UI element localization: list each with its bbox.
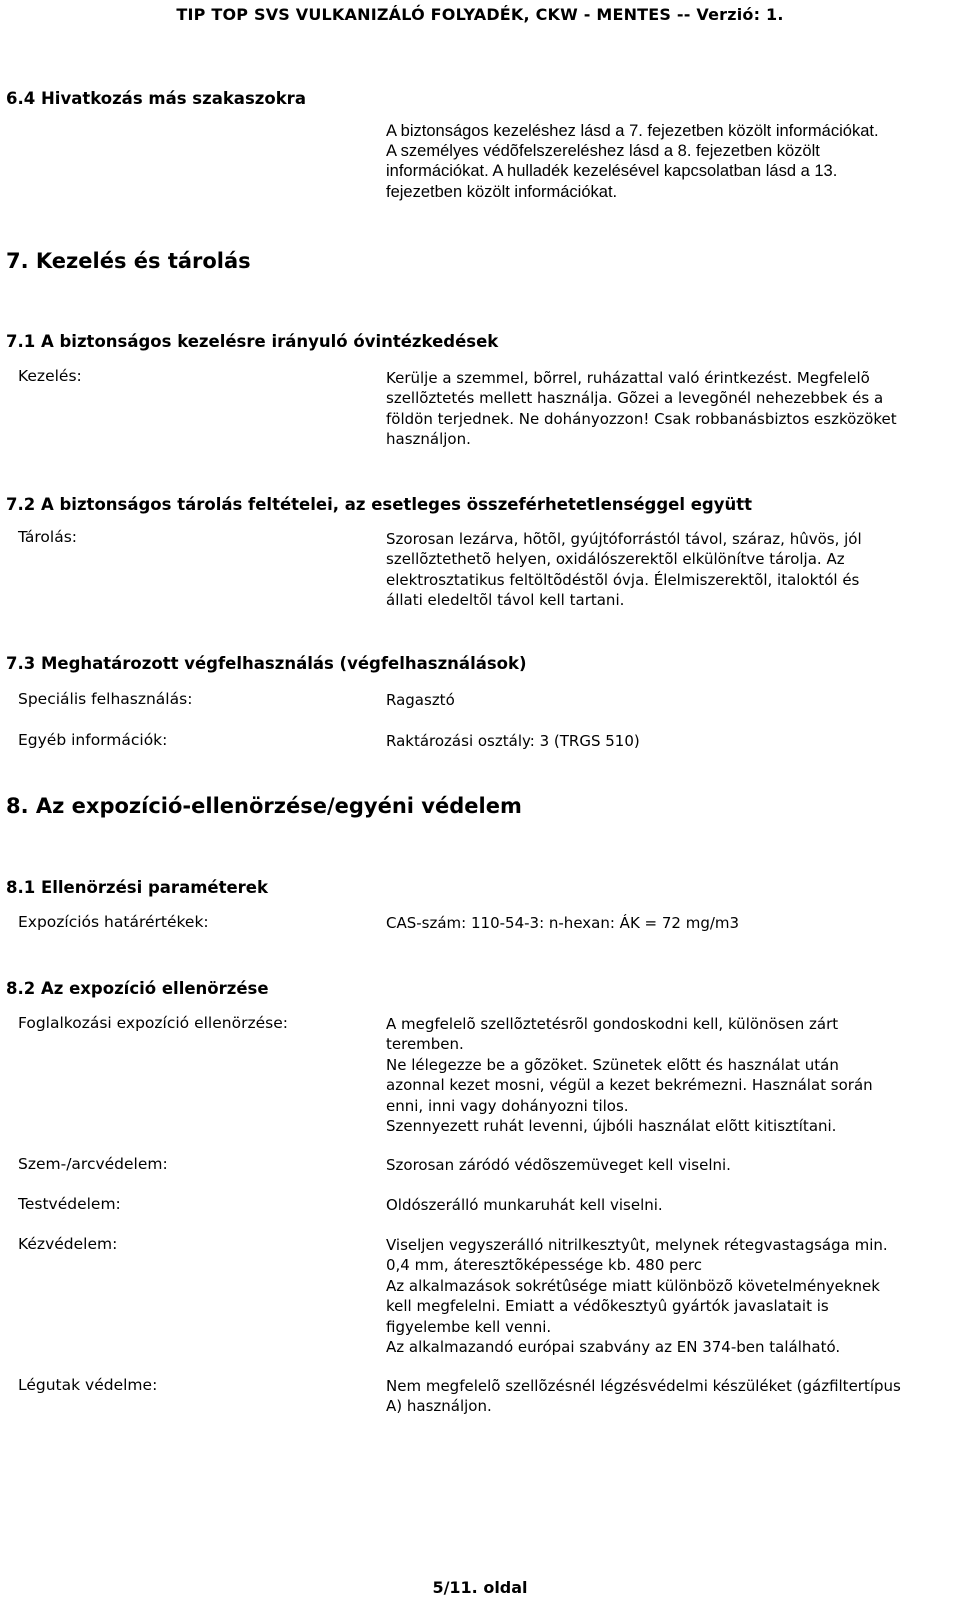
text-line: szellõztethetõ helyen, oxidálószerektõl elkülönítve tárolja. Az (386, 550, 845, 569)
section-8-title: 8. Az expozíció-ellenörzése/egyéni védelem (6, 794, 522, 818)
handling-text (386, 368, 946, 450)
hand-protection-label: Kézvédelem: (18, 1235, 118, 1253)
text-line: Szorosan záródó védõszemüveget kell viselni. (386, 1156, 731, 1174)
special-use-value: Ragasztó (386, 691, 455, 709)
exposure-limits-label: Expozíciós határértékek: (18, 913, 209, 931)
other-info-label: Egyéb információk: (18, 731, 168, 749)
page-number: 5/11. oldal (432, 1578, 528, 1597)
section-7-title: 7. Kezelés és tárolás (6, 249, 251, 273)
body-protection-text (386, 1195, 946, 1215)
text-line: teremben. (386, 1035, 464, 1054)
text-line: Ne lélegezze be a gõzöket. Szünetek elõtt és használat után (386, 1055, 839, 1074)
respiratory-protection-label: Légutak védelme: (18, 1376, 158, 1394)
section-8-1-title: 8.1 Ellenörzési paraméterek (6, 878, 268, 897)
respiratory-protection-text (386, 1376, 946, 1417)
text-line: szellõztetés mellett használja. Gõzei a levegõnél nehezebbek és a (386, 389, 884, 408)
text-line: Szennyezett ruhát levenni, újbóli használat elõtt kitisztítani. (386, 1117, 837, 1136)
storage-label: Tárolás: (18, 528, 78, 546)
occupational-exposure-label: Foglalkozási expozíció ellenörzése: (18, 1014, 288, 1032)
hand-protection-text (386, 1235, 946, 1357)
section-7-1-title: 7.1 A biztonságos kezelésre irányuló óvintézkedések (6, 332, 499, 351)
text-line: Kerülje a szemmel, bõrrel, ruházattal való érintkezést. Megfelelõ (386, 369, 870, 387)
section-6-4-text (386, 121, 941, 202)
text-line: Oldószerálló munkaruhát kell viselni. (386, 1196, 663, 1214)
eye-protection-text (386, 1155, 946, 1175)
text-line: Viseljen vegyszerálló nitrilkesztyût, melynek rétegvastagsága min. (386, 1236, 888, 1254)
text-line: állati eledeltõl távol kell tartani. (386, 591, 625, 610)
text-line: földön terjednek. Ne dohányozzon! Csak robbanásbiztos eszközöket (386, 409, 897, 428)
text-line: információkat. A hulladék kezelésével kapcsolatban lásd a 13. (386, 162, 838, 181)
text-line: A) használjon. (386, 1397, 492, 1416)
text-line: azonnal kezet mosni, végül a kezet bekrémezni. Használat során (386, 1076, 873, 1095)
eye-protection-label: Szem-/arcvédelem: (18, 1155, 168, 1173)
section-7-3-title: 7.3 Meghatározott végfelhasználás (végfelhasználások) (6, 654, 527, 673)
document-header: TIP TOP SVS VULKANIZÁLÓ FOLYADÉK, CKW - MENTES -- Verzió: 1. (176, 5, 784, 24)
text-line: Szorosan lezárva, hõtõl, gyújtóforrástól távol, száraz, hûvös, jól (386, 530, 862, 548)
text-line: kell megfelelni. Emiatt a védõkesztyû gyártók javaslatait is (386, 1297, 829, 1316)
section-8-2-title: 8.2 Az expozíció ellenörzése (6, 979, 269, 998)
storage-text (386, 529, 946, 611)
text-line: A személyes védõfelszereléshez lásd a 8. fejezetben közölt (386, 142, 820, 161)
text-line: Az alkalmazások sokrétûsége miatt különbözõ követelményeknek (386, 1276, 880, 1295)
text-line: 0,4 mm, áteresztõképessége kb. 480 perc (386, 1256, 702, 1275)
occupational-exposure-text (386, 1014, 946, 1136)
special-use-label: Speciális felhasználás: (18, 690, 193, 708)
handling-label: Kezelés: (18, 367, 82, 385)
text-line: A biztonságos kezeléshez lásd a 7. fejezetben közölt információkat. (386, 122, 879, 140)
text-line: elektrosztatikus feltöltõdéstõl óvja. Élelmiszerektõl, italoktól és (386, 570, 860, 589)
text-line: A megfelelõ szellõztetésrõl gondoskodni kell, különösen zárt (386, 1015, 839, 1033)
text-line: fejezetben közölt információkat. (386, 182, 618, 201)
body-protection-label: Testvédelem: (18, 1195, 121, 1213)
section-6-4-title: 6.4 Hivatkozás más szakaszokra (6, 89, 306, 108)
text-line: használjon. (386, 430, 471, 449)
other-info-value: Raktározási osztály: 3 (TRGS 510) (386, 732, 640, 750)
text-line: Az alkalmazandó európai szabvány az EN 374-ben található. (386, 1338, 841, 1357)
text-line: enni, inni vagy dohányozni tilos. (386, 1096, 629, 1115)
text-line: Nem megfelelõ szellõzésnél légzésvédelmi készüléket (gázfiltertípus (386, 1377, 901, 1395)
exposure-limits-value: CAS-szám: 110-54-3: n-hexan: ÁK = 72 mg/m3 (386, 914, 740, 932)
section-7-2-title: 7.2 A biztonságos tárolás feltételei, az esetleges összeférhetetlenséggel együtt (6, 495, 753, 514)
text-line: figyelembe kell venni. (386, 1317, 552, 1336)
